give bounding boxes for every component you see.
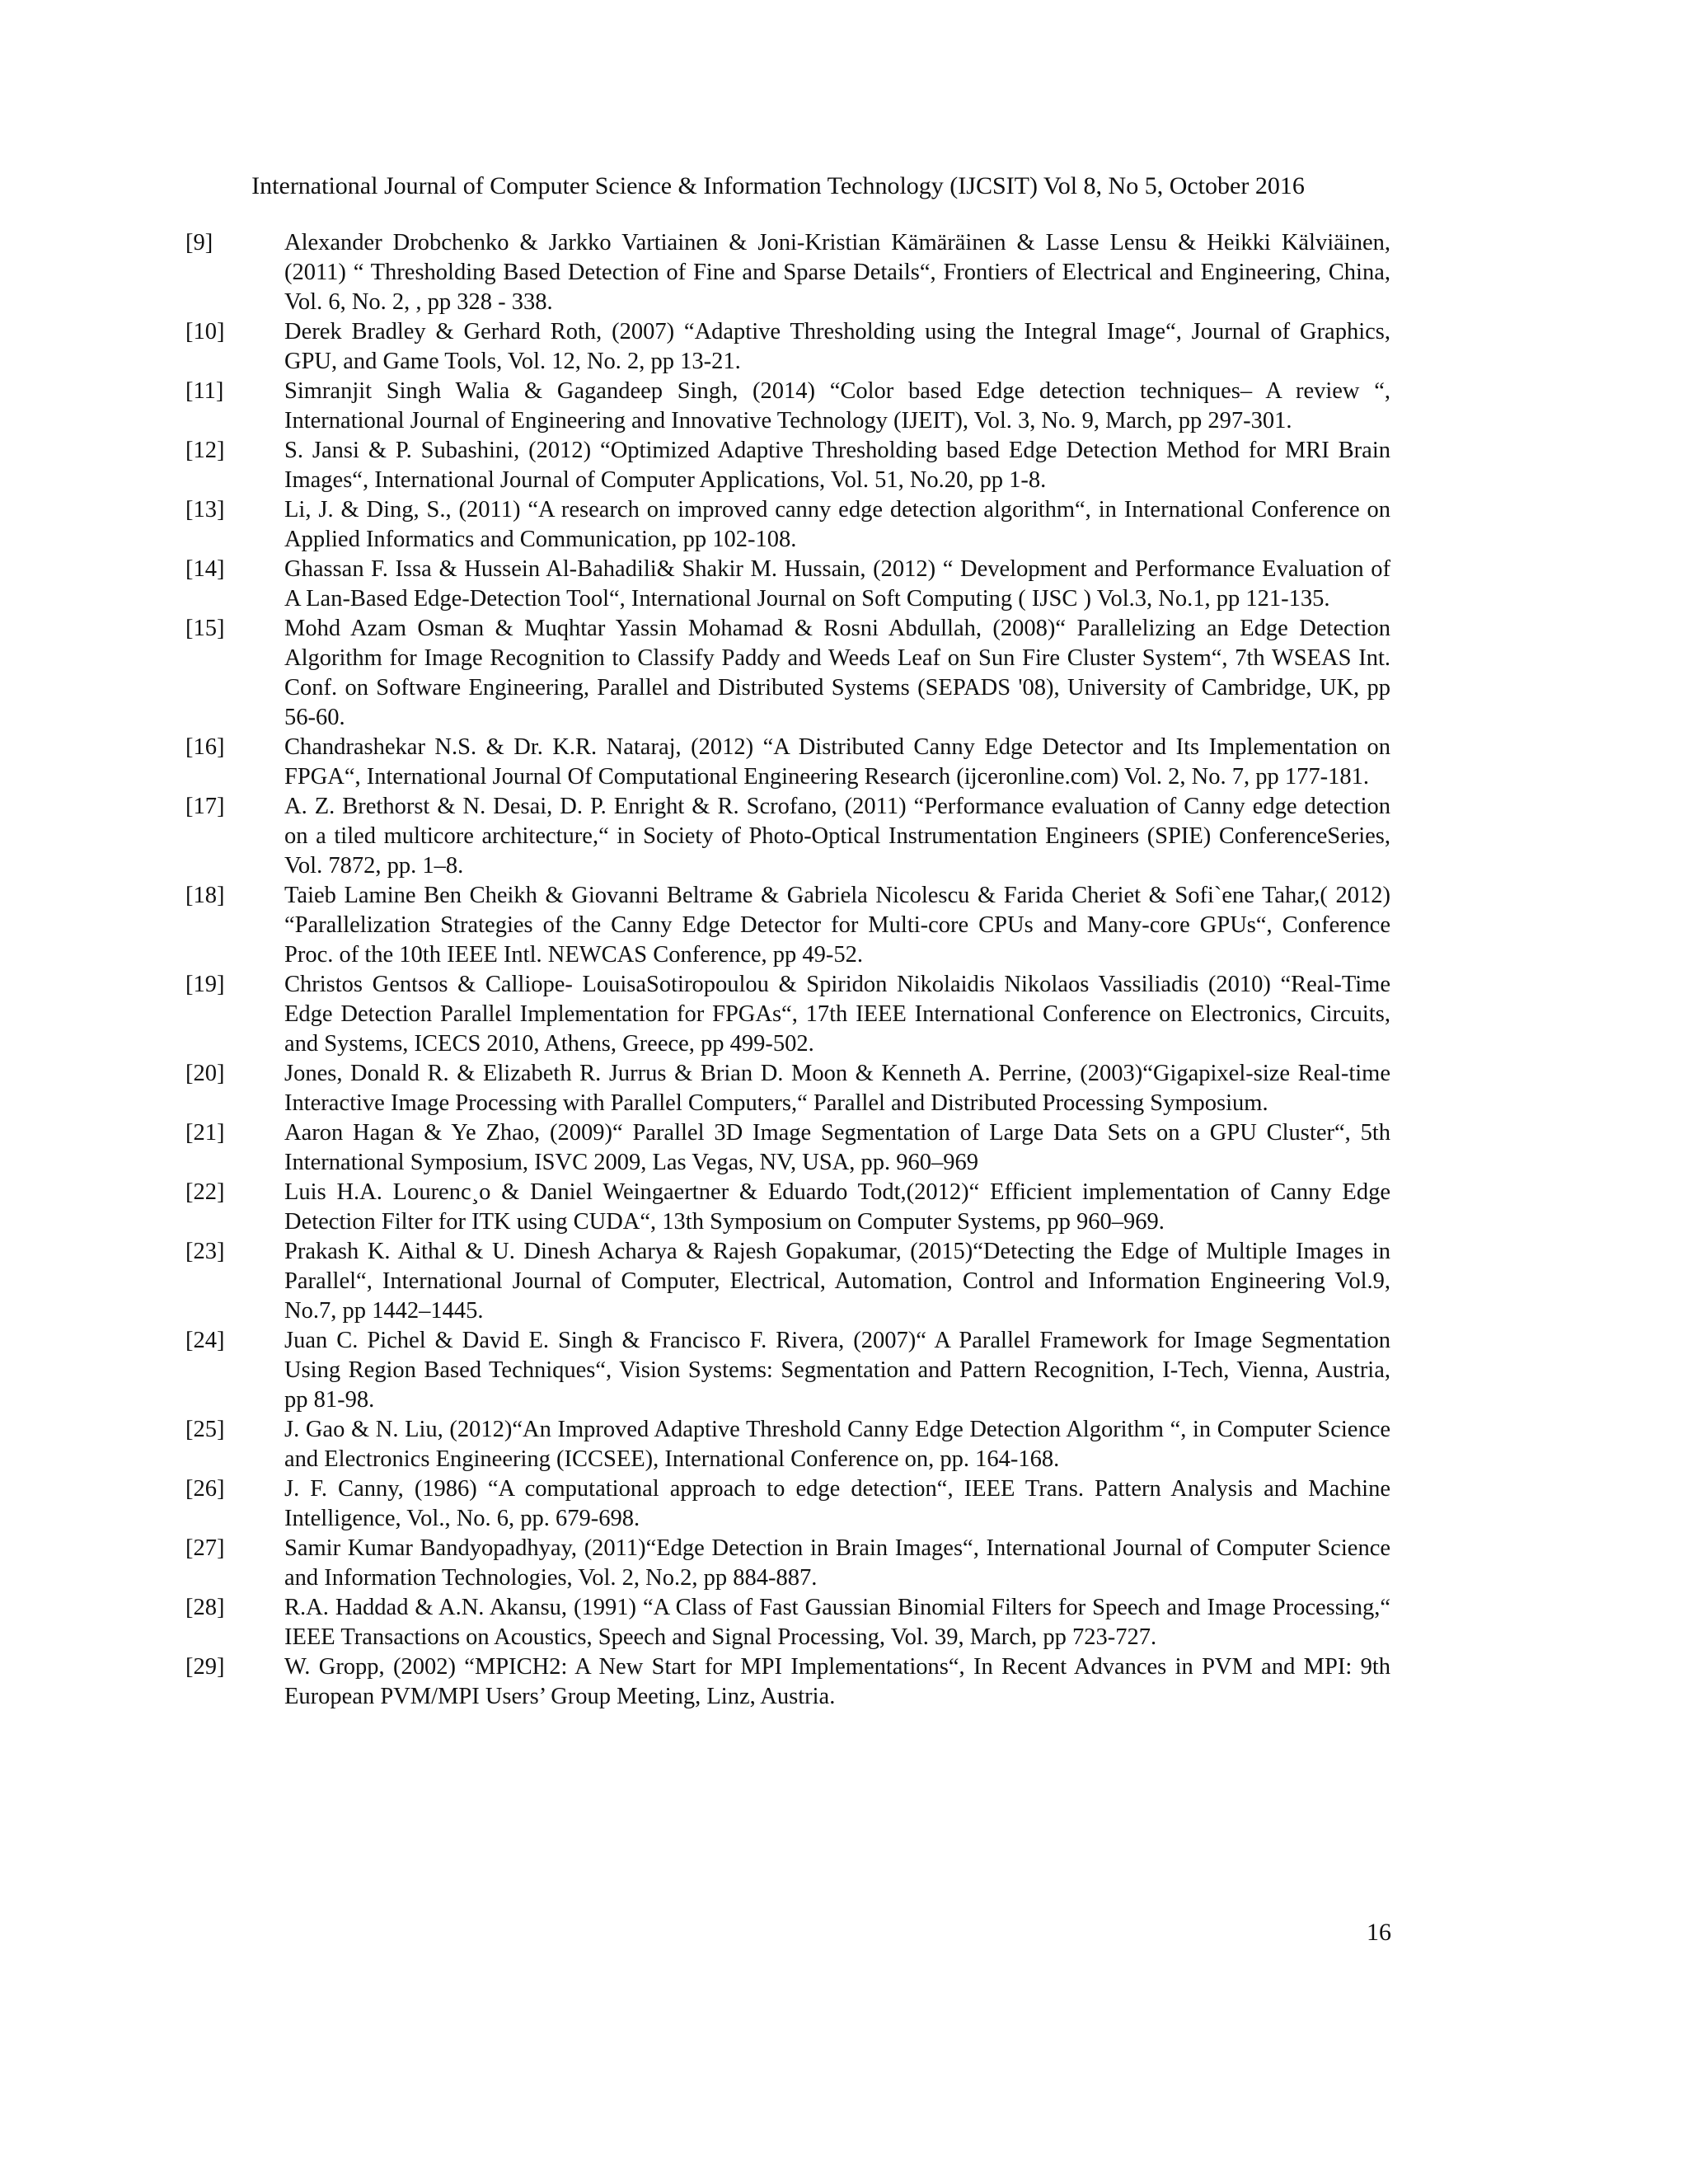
reference-text: Mohd Azam Osman & Muqhtar Yassin Mohamad & Rosni Abdullah, (2008)“ Parallelizing an Edge Detection Algorithm for Image Recognition to Classify Paddy and Weeds Leaf on Sun Fire Cluster System“, 7th WSEAS Int. Conf. on Software Engineering, Parallel and Distributed Systems (SEPADS '08), University of Cambridge, UK, pp 56-60. bbox=[284, 616, 1390, 730]
reference-item bbox=[185, 733, 1390, 792]
reference-number: [25] bbox=[185, 1417, 225, 1442]
reference-text: Ghassan F. Issa & Hussein Al-Bahadili& Shakir M. Hussain, (2012) “ Development and Performance Evaluation of A Lan-Based Edge-Detection Tool“, International Journal on Soft Computing ( IJSC ) Vol.3, No.1, pp 121-135. bbox=[284, 556, 1390, 612]
reference-text: Prakash K. Aithal & U. Dinesh Acharya & Rajesh Gopakumar, (2015)“Detecting the Edge of Multiple Images in Parallel“, International Journal of Computer, Electrical, Automation, Control and Information Engineering Vol.9, No.7, pp 1442–1445. bbox=[284, 1239, 1390, 1324]
page-number: 16 bbox=[1367, 1919, 1391, 1946]
reference-number: [11] bbox=[185, 378, 224, 404]
reference-text: Li, J. & Ding, S., (2011) “A research on improved canny edge detection algorithm“, in International Conference on Applied Informatics and Communication, pp 102-108. bbox=[284, 497, 1390, 552]
reference-text: Luis H.A. Lourenc¸o & Daniel Weingaertner & Eduardo Todt,(2012)“ Efficient implementation of Canny Edge Detection Filter for ITK using CUDA“, 13th Symposium on Computer Systems, pp 960–969. bbox=[284, 1179, 1390, 1235]
reference-text: Chandrashekar N.S. & Dr. K.R. Nataraj, (2012) “A Distributed Canny Edge Detector and Its Implementation on FPGA“, International Journal Of Computational Engineering Research (ijceronline.com) Vol. 2, No. 7, pp 177-181. bbox=[284, 734, 1390, 790]
reference-number: [10] bbox=[185, 319, 225, 344]
reference-text: Christos Gentsos & Calliope- LouisaSotiropoulou & Spiridon Nikolaidis Nikolaos Vassiliadis (2010) “Real-Time Edge Detection Parallel Implementation for FPGAs“, 17th IEEE International Conference on Electronics, Circuits, and Systems, ICECS 2010, Athens, Greece, pp 499-502. bbox=[284, 972, 1390, 1057]
reference-text: A. Z. Brethorst & N. Desai, D. P. Enright & R. Scrofano, (2011) “Performance evaluation of Canny edge detection on a tiled multicore architecture,“ in Society of Photo-Optical Instrumentation Engineers (SPIE) ConferenceSeries, Vol. 7872, pp. 1–8. bbox=[284, 794, 1390, 879]
reference-number: [26] bbox=[185, 1476, 225, 1502]
reference-text: J. Gao & N. Liu, (2012)“An Improved Adaptive Threshold Canny Edge Detection Algorithm “, in Computer Science and Electronics Engineering (ICCSEE), International Conference on, pp. 164-168. bbox=[284, 1417, 1390, 1472]
reference-list bbox=[185, 228, 1390, 1712]
reference-item bbox=[185, 555, 1390, 614]
reference-number: [19] bbox=[185, 972, 225, 997]
reference-number: [12] bbox=[185, 438, 225, 463]
reference-number: [18] bbox=[185, 883, 225, 908]
reference-text: S. Jansi & P. Subashini, (2012) “Optimized Adaptive Thresholding based Edge Detection Method for MRI Brain Images“, International Journal of Computer Applications, Vol. 51, No.20, pp 1-8. bbox=[284, 438, 1390, 493]
reference-number: [13] bbox=[185, 497, 225, 523]
reference-number: [22] bbox=[185, 1179, 225, 1205]
reference-number: [17] bbox=[185, 794, 225, 819]
reference-item bbox=[185, 1118, 1390, 1178]
reference-text: Jones, Donald R. & Elizabeth R. Jurrus & Brian D. Moon & Kenneth A. Perrine, (2003)“Gigapixel-size Real-time Interactive Image Processing with Parallel Computers,“ Parallel and Distributed Processing Symposium. bbox=[284, 1061, 1390, 1116]
reference-item bbox=[185, 317, 1390, 377]
reference-number: [24] bbox=[185, 1328, 225, 1353]
reference-item bbox=[185, 228, 1390, 317]
reference-item bbox=[185, 1326, 1390, 1415]
reference-number: [15] bbox=[185, 616, 225, 641]
reference-item bbox=[185, 1178, 1390, 1237]
reference-number: [29] bbox=[185, 1654, 225, 1680]
reference-text: W. Gropp, (2002) “MPICH2: A New Start for MPI Implementations“, In Recent Advances in PVM and MPI: 9th European PVM/MPI Users’ Group Meeting, Linz, Austria. bbox=[284, 1654, 1390, 1709]
reference-number: [16] bbox=[185, 734, 225, 760]
reference-item bbox=[185, 881, 1390, 970]
reference-item bbox=[185, 1474, 1390, 1534]
reference-number: [27] bbox=[185, 1535, 225, 1561]
reference-number: [28] bbox=[185, 1595, 225, 1620]
running-header: International Journal of Computer Science & Information Technology (IJCSIT) Vol 8, No 5, October 2016 bbox=[251, 172, 1305, 199]
reference-number: [14] bbox=[185, 556, 225, 582]
reference-number: [20] bbox=[185, 1061, 225, 1086]
reference-text: Juan C. Pichel & David E. Singh & Francisco F. Rivera, (2007)“ A Parallel Framework for Image Segmentation Using Region Based Techniques“, Vision Systems: Segmentation and Pattern Recognition, I-Tech, Vienna, Austria, pp 81-98. bbox=[284, 1328, 1390, 1413]
reference-text: Taieb Lamine Ben Cheikh & Giovanni Beltrame & Gabriela Nicolescu & Farida Cheriet & Sofi`ene Tahar,( 2012) “Parallelization Strategies of the Canny Edge Detector for Multi-core CPUs and Many-core GPUs“, Conference Proc. of the 10th IEEE Intl. NEWCAS Conference, pp 49-52. bbox=[284, 883, 1390, 968]
reference-item bbox=[185, 495, 1390, 555]
reference-item bbox=[185, 377, 1390, 436]
reference-item bbox=[185, 1652, 1390, 1712]
reference-item bbox=[185, 792, 1390, 881]
reference-item bbox=[185, 1593, 1390, 1652]
reference-text: Samir Kumar Bandyopadhyay, (2011)“Edge Detection in Brain Images“, International Journal of Computer Science and Information Technologies, Vol. 2, No.2, pp 884-887. bbox=[284, 1535, 1390, 1591]
reference-number: [21] bbox=[185, 1120, 225, 1146]
reference-item bbox=[185, 1534, 1390, 1593]
reference-text: Aaron Hagan & Ye Zhao, (2009)“ Parallel 3D Image Segmentation of Large Data Sets on a GPU Cluster“, 5th International Symposium, ISVC 2009, Las Vegas, NV, USA, pp. 960–969 bbox=[284, 1120, 1390, 1175]
reference-number: [9] bbox=[185, 230, 213, 255]
reference-text: Derek Bradley & Gerhard Roth, (2007) “Adaptive Thresholding using the Integral Image“, Journal of Graphics, GPU, and Game Tools, Vol. 12, No. 2, pp 13-21. bbox=[284, 319, 1390, 374]
reference-item bbox=[185, 1415, 1390, 1474]
reference-item bbox=[185, 436, 1390, 495]
reference-number: [23] bbox=[185, 1239, 225, 1264]
reference-text: J. F. Canny, (1986) “A computational approach to edge detection“, IEEE Trans. Pattern Analysis and Machine Intelligence, Vol., No. 6, pp. 679-698. bbox=[284, 1476, 1390, 1531]
reference-item bbox=[185, 1237, 1390, 1326]
reference-text: Simranjit Singh Walia & Gagandeep Singh, (2014) “Color based Edge detection techniques– A review “, International Journal of Engineering and Innovative Technology (IJEIT), Vol. 3, No. 9, March, pp 297-301. bbox=[284, 378, 1390, 434]
reference-item bbox=[185, 1059, 1390, 1118]
reference-item bbox=[185, 970, 1390, 1059]
reference-text: R.A. Haddad & A.N. Akansu, (1991) “A Class of Fast Gaussian Binomial Filters for Speech and Image Processing,“ IEEE Transactions on Acoustics, Speech and Signal Processing, Vol. 39, March, pp 723-727. bbox=[284, 1595, 1390, 1650]
reference-text: Alexander Drobchenko & Jarkko Vartiainen & Joni-Kristian Kämäräinen & Lasse Lensu & Heikki Kälviäinen, (2011) “ Thresholding Based Detection of Fine and Sparse Details“, Frontiers of Electrical and Engineering, China, Vol. 6, No. 2, , pp 328 - 338. bbox=[284, 230, 1390, 315]
reference-item bbox=[185, 614, 1390, 733]
